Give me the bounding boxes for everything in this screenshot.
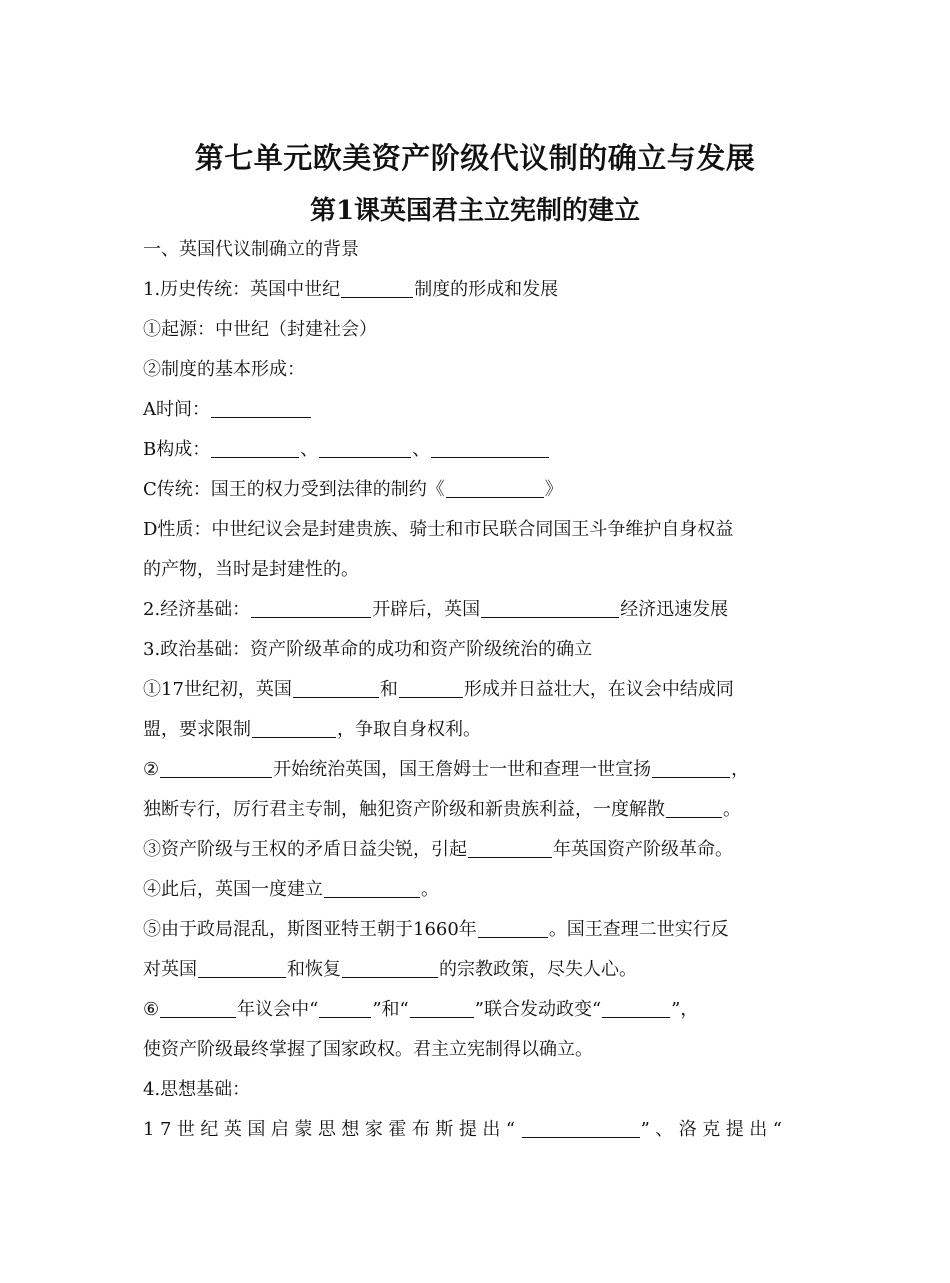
text-segment: ②制度的基本形成： [143, 359, 305, 380]
text-segment: 和恢复 [287, 959, 341, 980]
fill-blank[interactable] [410, 999, 474, 1018]
section-heading [143, 238, 359, 262]
text-segment: 制度的形成和发展 [414, 279, 559, 300]
text-segment: 经济迅速发展 [620, 599, 729, 620]
fill-blank[interactable] [293, 679, 379, 698]
fill-blank[interactable] [478, 919, 548, 938]
text-line [143, 278, 558, 302]
fill-blank[interactable] [319, 439, 411, 458]
text-line [143, 718, 481, 742]
text-segment: 、 [412, 439, 431, 460]
text-segment: 使资产阶级最终掌握了国家政权。君主立宪制得以确立。 [143, 1039, 593, 1060]
text-segment: 对英国 [143, 959, 197, 980]
text-segment: D性质：中世纪议会是封建贵族、骑士和市民联合同国王斗争维护自身权益 [143, 519, 734, 540]
text-segment: ”， [671, 999, 699, 1020]
fill-blank[interactable] [160, 999, 236, 1018]
fill-blank[interactable] [468, 839, 552, 858]
text-line [143, 1038, 593, 1062]
text-segment: 年英国资产阶级革命。 [553, 839, 733, 860]
text-line [143, 878, 439, 902]
text-line [143, 918, 729, 942]
text-segment: 和 [379, 679, 398, 700]
text-segment: 17世纪英国启蒙思想家霍布斯提出“ [143, 1119, 521, 1140]
text-segment: ①17世纪初，英国 [143, 679, 292, 700]
text-segment: 2.经济基础： [143, 599, 251, 620]
text-line [143, 678, 734, 702]
text-segment: ， [731, 759, 750, 780]
text-segment: 3.政治基础：资产阶级革命的成功和资产阶级统治的确立 [143, 639, 593, 660]
fill-blank[interactable] [252, 719, 336, 738]
fill-blank[interactable] [211, 399, 311, 418]
fill-blank[interactable] [211, 439, 299, 458]
text-line [143, 838, 733, 862]
text-line [143, 998, 698, 1022]
fill-blank[interactable] [160, 759, 272, 778]
text-segment: 形成并日益壮大，在议会中结成同 [463, 679, 734, 700]
fill-blank[interactable] [341, 279, 413, 298]
text-segment: 。 [723, 799, 741, 820]
text-line [143, 398, 312, 422]
fill-blank[interactable] [652, 759, 730, 778]
text-segment: 独断专行，厉行君主专制，触犯资产阶级和新贵族利益，一度解散 [143, 799, 665, 820]
text-segment: ”、洛克提出“ [640, 1119, 788, 1140]
text-line [143, 558, 359, 582]
fill-blank[interactable] [324, 879, 420, 898]
lesson-title: 第1课英国君主立宪制的建立 [309, 196, 641, 226]
text-segment: ② [143, 759, 160, 780]
fill-blank[interactable] [198, 959, 286, 978]
page-title: 第七单元欧美资产阶级代议制的确立与发展 [194, 141, 756, 175]
fill-blank[interactable] [481, 599, 619, 618]
fill-blank[interactable] [602, 999, 670, 1018]
text-line [143, 518, 733, 542]
text-line [143, 958, 637, 982]
text-segment: ⑥ [143, 999, 160, 1020]
text-segment: ①起源：中世纪（封建社会） [143, 319, 377, 340]
text-line [143, 358, 305, 382]
text-segment: 、 [300, 439, 319, 460]
text-segment: 4.思想基础： [143, 1079, 251, 1100]
text-segment: 。 [421, 879, 439, 900]
text-segment: A时间： [143, 399, 210, 420]
text-segment: 盟，要求限制 [143, 719, 251, 740]
fill-blank[interactable] [431, 439, 549, 458]
text-line [143, 798, 741, 822]
text-segment: 一、英国代议制确立的背景 [143, 239, 359, 260]
text-segment: ③资产阶级与王权的矛盾日益尖锐，引起 [143, 839, 467, 860]
text-segment: C传统：国王的权力受到法律的制约《 [143, 479, 445, 500]
fill-blank[interactable] [319, 999, 371, 1018]
text-line [143, 438, 550, 462]
text-segment: ”联合发动政变“ [474, 999, 602, 1020]
text-segment: ④此后，英国一度建立 [143, 879, 323, 900]
text-segment: 1.历史传统：英国中世纪 [143, 279, 341, 300]
fill-blank[interactable] [251, 599, 371, 618]
text-line [143, 758, 749, 782]
text-segment: ，争取自身权利。 [337, 719, 481, 740]
text-segment: 。国王查理二世实行反 [548, 919, 729, 940]
text-segment: B构成： [143, 439, 211, 460]
text-segment: 开辟后，英国 [372, 599, 481, 620]
text-segment: ”和“ [372, 999, 409, 1020]
text-segment: 》 [544, 479, 563, 500]
fill-blank[interactable] [522, 1119, 640, 1138]
text-line [143, 1118, 788, 1142]
text-segment: 开始统治英国，国王詹姆士一世和查理一世宣扬 [273, 759, 652, 780]
fill-blank[interactable] [666, 799, 722, 818]
text-segment: 年议会中“ [237, 999, 319, 1020]
fill-blank[interactable] [446, 479, 544, 498]
text-segment: 的宗教政策，尽失人心。 [439, 959, 637, 980]
fill-blank[interactable] [399, 679, 463, 698]
text-segment: 的产物，当时是封建性的。 [143, 559, 359, 580]
text-line [143, 1078, 250, 1102]
text-line [143, 478, 563, 502]
text-line [143, 318, 377, 342]
fill-blank[interactable] [342, 959, 438, 978]
text-line [143, 638, 592, 662]
text-segment: ⑤由于政局混乱，斯图亚特王朝于1660年 [143, 919, 477, 940]
text-line [143, 598, 728, 622]
